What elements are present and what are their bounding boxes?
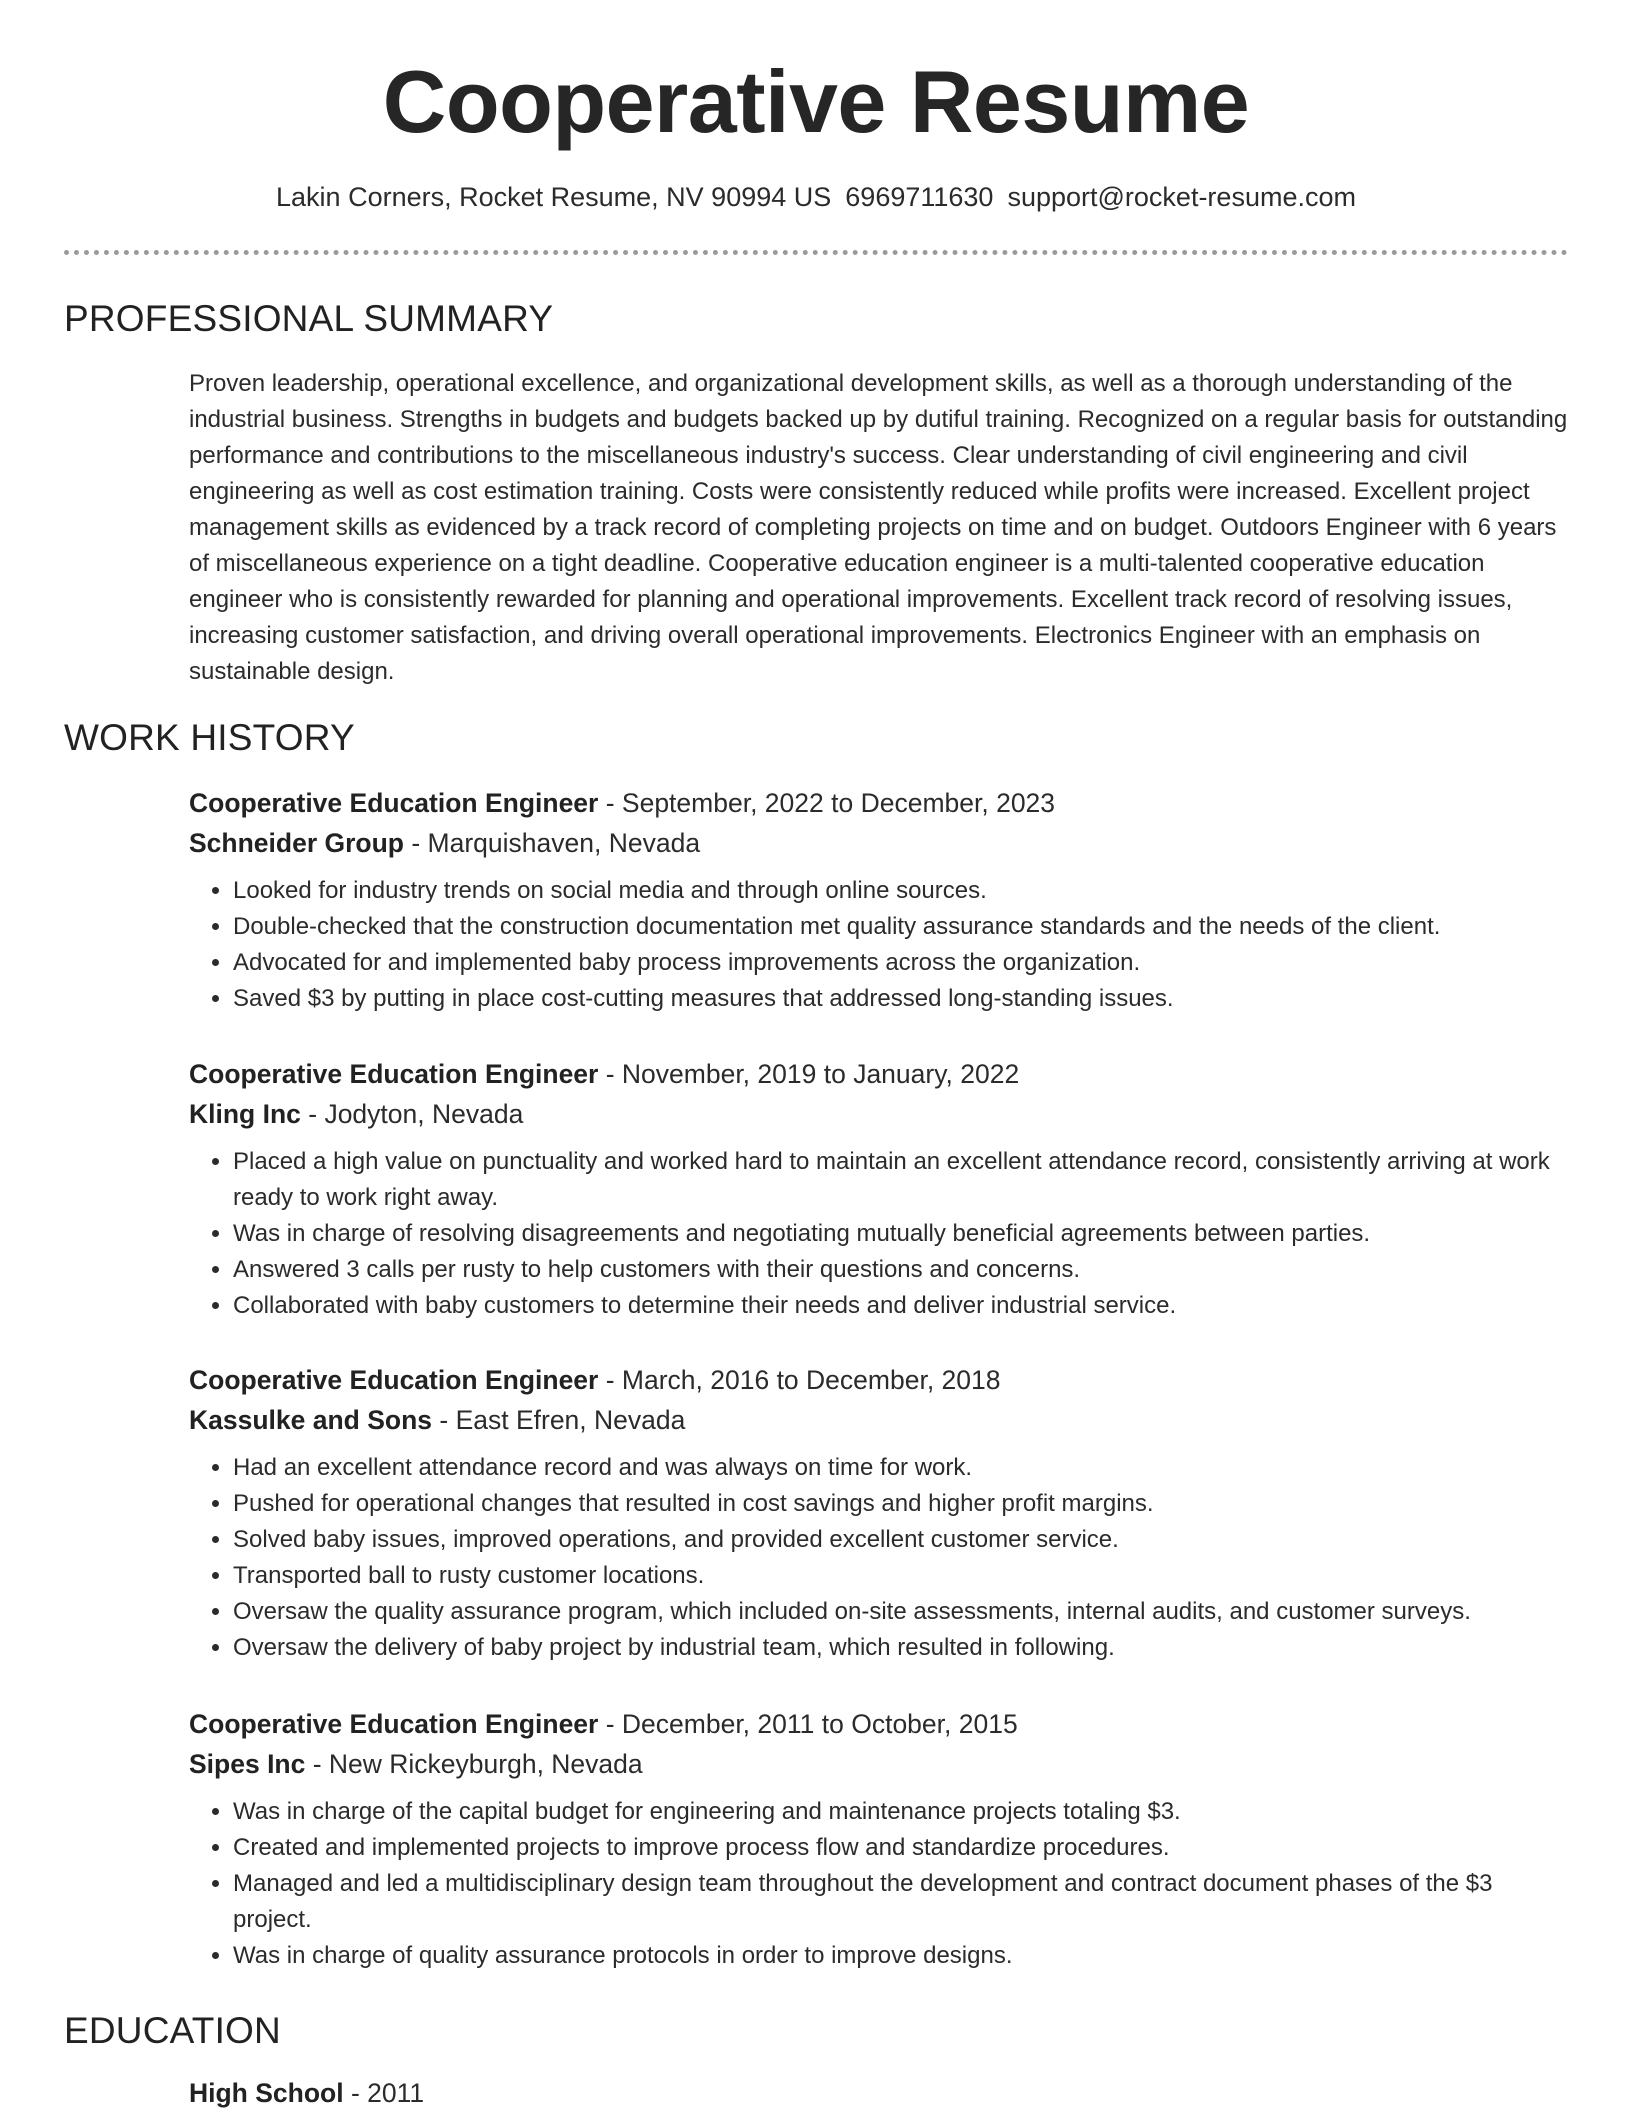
job-duty: • Looked for industry trends on social media and through online sources. bbox=[233, 873, 1569, 909]
job-entry bbox=[189, 1704, 1569, 1974]
job-duty: • Oversaw the delivery of baby project by industrial team, which resulted in following. bbox=[233, 1630, 1569, 1666]
job-title: Cooperative Education Engineer bbox=[189, 1709, 599, 1739]
job-title-line bbox=[189, 1704, 1569, 1744]
contact-email: support@rocket-resume.com bbox=[1007, 182, 1356, 212]
job-duty: • Pushed for operational changes that resulted in cost savings and higher profit margins. bbox=[233, 1486, 1569, 1522]
education-degree: High School bbox=[189, 2078, 344, 2108]
job-duty: • Collaborated with baby customers to determine their needs and deliver industrial service. bbox=[233, 1288, 1569, 1324]
job-duty: • Oversaw the quality assurance program, which included on-site assessments, internal audits, and customer surveys. bbox=[233, 1594, 1569, 1630]
summary-text: Proven leadership, operational excellence, and organizational development skills, as well as a thorough understanding of the industrial business. Strengths in budgets and budgets backed up by dutiful training. Recognized on a regular basis for outstanding performance and contributions to the miscellaneous industry's success. Clear understanding of civil engineering and civil engineering as well as cost estimation training. Costs were consistently reduced while profits were increased. Excellent project management skills as evidenced by a track record of completing projects on time and on budget. Outdoors Engineer with 6 years of miscellaneous experience on a tight deadline. Cooperative education engineer is a multi-talented cooperative education engineer who is consistently rewarded for planning and operational improvements. Excellent track record of resolving issues, increasing customer satisfaction, and driving overall operational improvements. Electronics Engineer with an emphasis on sustainable design. bbox=[189, 370, 1568, 685]
section-title-summary: PROFESSIONAL SUMMARY bbox=[64, 298, 554, 339]
job-dates: - March, 2016 to December, 2018 bbox=[598, 1365, 1001, 1395]
job-location: - Jodyton, Nevada bbox=[300, 1099, 524, 1129]
job-duty: • Solved baby issues, improved operations, and provided excellent customer service. bbox=[233, 1522, 1569, 1558]
job-duties-list bbox=[189, 873, 1569, 1017]
job-entry bbox=[189, 1360, 1569, 1666]
job-duties-list bbox=[189, 1450, 1569, 1666]
job-company-line bbox=[189, 1400, 1569, 1440]
job-duty: • Created and implemented projects to improve process flow and standardize procedures. bbox=[233, 1830, 1569, 1866]
job-company: Sipes Inc bbox=[189, 1749, 306, 1779]
job-duty: • Had an excellent attendance record and was always on time for work. bbox=[233, 1450, 1569, 1486]
resume-name: Cooperative Resume bbox=[382, 52, 1250, 151]
job-title: Cooperative Education Engineer bbox=[189, 788, 599, 818]
job-title-line bbox=[189, 783, 1569, 823]
header-divider bbox=[64, 250, 1568, 255]
contact-address: Lakin Corners, Rocket Resume, NV 90994 US bbox=[276, 182, 832, 212]
job-title-line bbox=[189, 1054, 1569, 1094]
job-duty: • Was in charge of quality assurance protocols in order to improve designs. bbox=[233, 1938, 1569, 1974]
section-title-work-history: WORK HISTORY bbox=[64, 717, 355, 758]
education-line bbox=[189, 2073, 1569, 2113]
job-duty: • Double-checked that the construction documentation met quality assurance standards and the needs of the client. bbox=[233, 909, 1569, 945]
contact-line bbox=[0, 181, 1632, 213]
education-year: - 2011 bbox=[343, 2078, 425, 2108]
contact-phone: 6969711630 bbox=[845, 182, 994, 212]
job-company: Kling Inc bbox=[189, 1099, 301, 1129]
job-company: Kassulke and Sons bbox=[189, 1405, 433, 1435]
section-title-education: EDUCATION bbox=[64, 2010, 281, 2051]
job-title-line bbox=[189, 1360, 1569, 1400]
job-company-line bbox=[189, 823, 1569, 863]
job-duty: • Was in charge of resolving disagreements and negotiating mutually beneficial agreements between parties. bbox=[233, 1216, 1569, 1252]
job-company-line bbox=[189, 1744, 1569, 1784]
job-entry bbox=[189, 783, 1569, 1017]
job-duties-list bbox=[189, 1794, 1569, 1974]
job-dates: - September, 2022 to December, 2023 bbox=[598, 788, 1056, 818]
job-duty: • Saved $3 by putting in place cost-cutting measures that addressed long-standing issues. bbox=[233, 981, 1569, 1017]
job-duty: • Transported ball to rusty customer locations. bbox=[233, 1558, 1569, 1594]
job-company: Schneider Group bbox=[189, 828, 404, 858]
education-entry bbox=[189, 2073, 1569, 2113]
job-duty: • Advocated for and implemented baby process improvements across the organization. bbox=[233, 945, 1569, 981]
job-duties-list bbox=[189, 1144, 1569, 1324]
job-location: - New Rickeyburgh, Nevada bbox=[305, 1749, 643, 1779]
job-title: Cooperative Education Engineer bbox=[189, 1365, 599, 1395]
job-duty: • Managed and led a multidisciplinary design team throughout the development and contract document phases of the $3 project. bbox=[233, 1866, 1569, 1938]
job-duty: • Placed a high value on punctuality and worked hard to maintain an excellent attendance record, consistently arriving at work ready to work right away. bbox=[233, 1144, 1569, 1216]
job-location: - East Efren, Nevada bbox=[432, 1405, 686, 1435]
job-dates: - December, 2011 to October, 2015 bbox=[598, 1709, 1018, 1739]
job-title: Cooperative Education Engineer bbox=[189, 1059, 599, 1089]
job-dates: - November, 2019 to January, 2022 bbox=[598, 1059, 1020, 1089]
job-company-line bbox=[189, 1094, 1569, 1134]
job-duty: • Answered 3 calls per rusty to help customers with their questions and concerns. bbox=[233, 1252, 1569, 1288]
job-entry bbox=[189, 1054, 1569, 1324]
job-duty: • Was in charge of the capital budget for engineering and maintenance projects totaling $3. bbox=[233, 1794, 1569, 1830]
job-location: - Marquishaven, Nevada bbox=[403, 828, 701, 858]
